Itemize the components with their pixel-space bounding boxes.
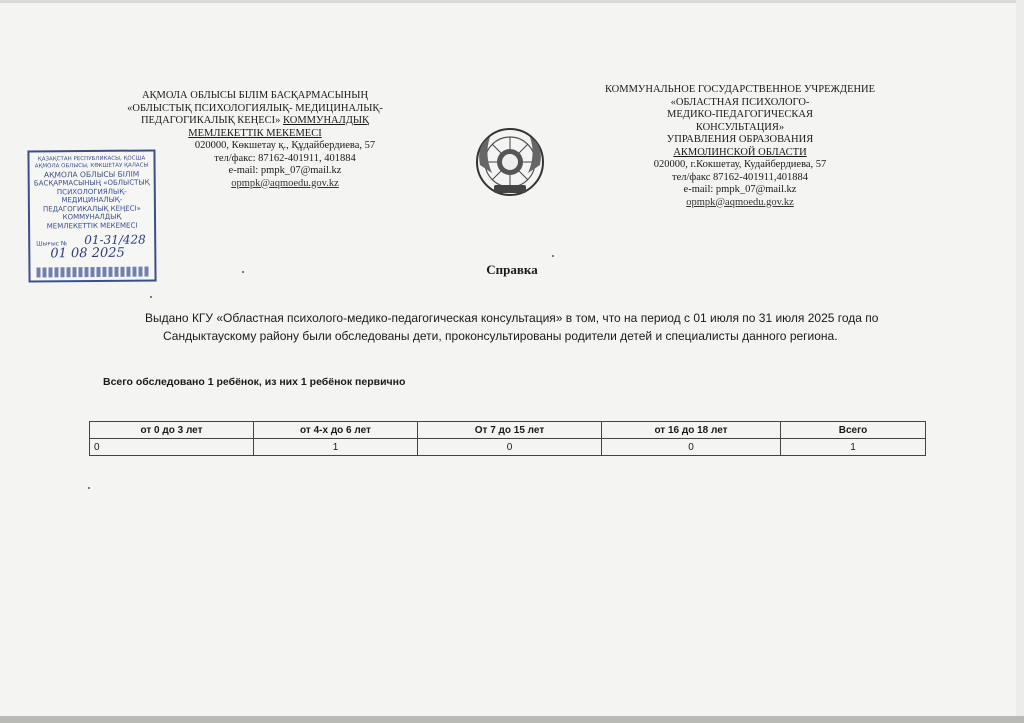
org-name-kz-line3a: ПЕДАГОГИКАЛЫҚ КЕҢЕСІ» [140, 115, 284, 126]
stamp-line5: ПЕДАГОГИКАЛЫҚ КЕҢЕСІ» [42, 204, 141, 214]
org-name-ru-line1: КОММУНАЛЬНОЕ ГОСУДАРСТВЕННОЕ УЧРЕЖДЕНИЕ [604, 84, 876, 95]
col-age-0-3: от 0 до 3 лет [90, 422, 254, 439]
org-name-kz-line3 [100, 115, 410, 128]
cell-age-7-15: 0 [418, 439, 602, 456]
table-row [90, 439, 926, 456]
stamp-handwritten-date: 01 08 2025 [50, 245, 125, 262]
stamp-line6: КОММУНАЛДЫҚ [62, 213, 122, 222]
summary-line: Всего обследовано 1 ребёнок, из них 1 ребёнок первично [103, 376, 406, 388]
cell-total: 1 [781, 439, 926, 456]
col-age-16-18: от 16 до 18 лет [602, 422, 781, 439]
email2-kz: opmpk@aqmoedu.gov.kz [231, 177, 339, 189]
org-name-ru-line5: УПРАВЛЕНИЯ ОБРАЗОВАНИЯ [666, 134, 814, 145]
phone-ru: тел/факс 87162-401911,401884 [672, 171, 808, 183]
age-stats-table [89, 421, 926, 456]
stamp-line7: МЕМЛЕКЕТТІК МЕКЕМЕСІ [46, 221, 138, 231]
scan-edge-top [0, 0, 1024, 3]
scan-edge-bottom [0, 716, 1024, 723]
scan-speck [552, 255, 554, 257]
org-name-kz-line4: МЕМЛЕКЕТТІК МЕКЕМЕСІ [188, 127, 322, 139]
phone-kz: тел/факс: 87162-401911, 401884 [214, 152, 356, 164]
stamp-top-line2: АҚМОЛА ОБЛЫСЫ, КӨКШЕТАУ ҚАЛАСЫ [34, 162, 149, 170]
org-name-ru-line4: КОНСУЛЬТАЦИЯ» [695, 121, 785, 133]
stamp-top-line1: ҚАЗАҚСТАН РЕСПУБЛИКАСЫ, ҚОСША [37, 155, 146, 163]
stamp-handwritten-number: 01-31/428 [84, 232, 146, 248]
state-emblem-icon [470, 125, 550, 200]
org-name-ru-line2: «ОБЛАСТНАЯ ПСИХОЛОГО- [670, 96, 810, 108]
letterhead-russian [575, 84, 905, 209]
address-ru: 020000, г.Кокшетау, Кудайбердиева, 57 [653, 159, 827, 170]
col-age-4-6: от 4-х до 6 лет [254, 422, 418, 439]
stamp-number-label: Шығыс № [36, 240, 68, 248]
table-header-row [90, 422, 926, 439]
cell-age-0-3: 0 [90, 439, 254, 456]
scan-speck [88, 487, 90, 489]
document-title: Справка [486, 262, 538, 277]
org-name-kz-line1: АҚМОЛА ОБЛЫСЫ БІЛІМ БАСҚАРМАСЫНЫҢ [141, 90, 369, 101]
email-kz: e-mail: pmpk_07@mail.kz [228, 165, 342, 176]
stamp-line2: БАСҚАРМАСЫНЫҢ «ОБЛЫСТЫҚ [33, 178, 150, 188]
org-name-ru-line6: АКМОЛИНСКОЙ ОБЛАСТИ [673, 146, 807, 158]
cell-age-4-6: 1 [254, 439, 418, 456]
stamp-line4: МЕДИЦИНАЛЫҚ- [61, 195, 123, 205]
scan-speck [150, 296, 152, 298]
stamp-line1: АҚМОЛА ОБЛЫСЫ БІЛІМ [43, 169, 140, 180]
body-line2: Сандыктаускому району были обследованы дети, проконсультированы родители детей и специалисты данного региона. [163, 329, 838, 343]
stamp-line3: ПСИХОЛОГИЯЛЫҚ- [56, 187, 127, 196]
body-line1: Выдано КГУ «Областная психолого-медико-педагогическая консультация» в том, что на период с 01 июля по 31 июля 2025 года по [145, 311, 879, 325]
org-name-kz-line3b: КОММУНАЛДЫҚ [283, 115, 370, 126]
col-age-7-15: От 7 до 15 лет [418, 422, 602, 439]
body-paragraph [145, 309, 975, 345]
email2-ru: opmpk@aqmoedu.gov.kz [686, 196, 794, 208]
org-name-kz-line2: «ОБЛЫСТЫҚ ПСИХОЛОГИЯЛЫҚ- МЕДИЦИНАЛЫҚ- [127, 102, 383, 114]
org-name-ru-line3: МЕДИКО-ПЕДАГОГИЧЕСКАЯ [667, 109, 813, 120]
email-ru: e-mail: pmpk_07@mail.kz [683, 184, 797, 195]
col-total: Всего [781, 422, 926, 439]
cell-age-16-18: 0 [602, 439, 781, 456]
scan-speck [242, 271, 244, 273]
address-kz: 020000, Көкшетау қ., Құдайбердиева, 57 [194, 140, 376, 151]
scan-edge-right [1016, 0, 1024, 723]
